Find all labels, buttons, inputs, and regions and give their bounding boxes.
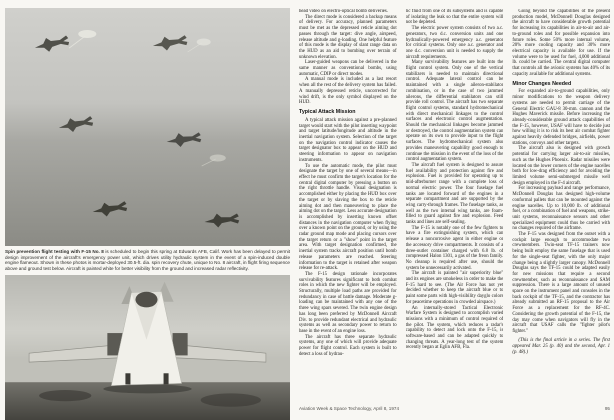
page-number: 95 xyxy=(604,406,610,411)
paragraph: A manual mode is included as a last resort when all the rest of the delivery system has failed. A manually depressed reticle, uncorrected for wind drift, is the only symbol displayed on the HUD. xyxy=(299,77,397,106)
journal-footer-text: Aviation Week & Space Technology, April 8, 1974 xyxy=(299,406,400,411)
ground-shadow xyxy=(39,390,91,401)
series-note: (This is the final article in a series. The first appeared Mar. 25 (p. 40) and the second, Apr. 1 (p. 48).) xyxy=(512,338,610,355)
paragraph: To use the automatic mode, the pilot must designate the target by one of several means—in effect he must confirm the target's location for the central digital computer by pressing a button on the right throttle handle. Visual designation is accomplished either by placing the HUD box over the target or by slaving the box to the reticle aiming dot and then maneuvering to place the aiming dot on the target. Less accurate designation is accomplished by inserting known offset distances in the navigation computer when flying over a known point on the ground, or by using the radar ground map mode and placing cursors over the target return or a "show" point in the target area. With target designation confirmed, the inertial system tracks aircraft position until bomb release parameters are reached. Steering information to the target is retained after weapon release for re-attack. xyxy=(299,163,397,272)
flight-sequence-photo-art xyxy=(5,8,290,246)
ground-shadow xyxy=(201,393,261,406)
aircraft-shadow xyxy=(103,384,191,393)
paragraph: An internally-stored Tactical Electronic Warfare System is designed to accomplish varied missions with a minimum of control required of the pilot. The system, which reduces a radar's capability to detect and lock onto the F-15, is software-based and can be adapted quickly to changing threats. A year-long test of the system recently began at Eglin AFB, Fla. xyxy=(405,305,504,351)
paragraph: The aircraft has three separate hydraulic systems, any one of which will provide adequate power for flight control. Each system is built to detect a loss of hydrau- xyxy=(299,334,397,357)
landing-gear xyxy=(125,373,130,384)
landing-gear xyxy=(164,373,169,384)
section-heading-typical-attack-mission: Typical Attack Mission xyxy=(299,109,356,116)
paragraph: Going beyond the capabilities of the present production model, McDonnell Douglas designed the aircraft to have considerable growth potential for increasing its capabilities in air-to-air and air-to-ground roles and for possible expansion into future roles. Some 50% more internal volume, 20% more cooling capacity and 30% more electrical capacity is available for use. If the volume were to be used for fuel, 4,000 additional lb. could be carried. The central digital computer that controls all the avionic systems has 40% of its capacity available for additional systems. xyxy=(512,9,610,77)
column-group xyxy=(299,9,610,394)
paragraph: The F-15 was designed from the outset with a cockpit large enough to accommodate two crewmembers. Twin-seat TF-15 trainers now being built employ the same fuselage that is used for the single-seat fighter, with the only major change being a slightly larger canopy. McDonnell Douglas says the TF-15 could be adapted easily for new missions that require a second crewmember, such as reconnaissance and SAM suppression. There is a large amount of unused space on the instrument panel and consoles in the back cockpit of the TF-15, and the contractor has already submitted an RF-15 proposal to the Air Force as a replacement for the RF-4C. Considering the growth potential of the F-15, the day may come when navigators will fly in the aircraft that USAF calls the "fighter pilot's fighter." xyxy=(512,232,610,334)
f15-spin-chute-flight-sequence-photo xyxy=(5,8,290,246)
paragraph: head video on electro-optical bomb deliveries. xyxy=(299,9,388,14)
paragraph: The F-15 is notably one of the few fighters to have a fire extinguishing system, which can release a noncorrosive agent in either engine or the accessory drive compartments. It consists of a three-outlet container charged with 6.8 lb. of compressed Halon 1301, a gas of the freon family. No cleanup is required after use, should the system be unnecessarily activated. xyxy=(405,225,504,271)
section-heading-minor-changes-needed: Minor Changes Needed xyxy=(512,80,572,87)
canopy xyxy=(135,292,157,308)
paragraph: For increasing payload and range performance, McDonnell Douglas has designed high-volume conformal pallets that can be mounted against the engine nacelles. Up to 10,000 lb. of additional fuel, or a combination of fuel and weapons, strike-unit systems, reconnaissance sensors and other specialized equipment could thus be carried with no changes required of the airframe. xyxy=(512,186,610,232)
paragraph: The electric power system consists of two a.c. generators, two d.c. conversion units and one hydraulically-powered emergency a.c. generator for critical systems. Only one a.c. generator and one d.c. conversion unit is needed to supply the aircraft requirements. xyxy=(405,26,504,60)
photo-caption xyxy=(5,249,290,272)
photo-column xyxy=(5,8,290,420)
paragraph: For expanded air-to-ground capabilities, only minor modifications to the weapon delivery systems are needed to permit carriage of the General Electric GAU-8 30-mm. cannon and the Hughes Maverick missile. Before increasing the already-considerable ground attack capabilities of the F-15, however, USAF will have to decide just how willing it is to risk its best air combat fighter against heavily defended bridges, airfields, power stations, convoys and other targets. xyxy=(512,89,610,146)
ground-test-photo-art xyxy=(5,275,290,420)
caption-body: is scheduled to begin this spring at Edwards AFB, Calif. Work has been delayed to permit design improvement of the aircraft's emergency power unit, which drives utility hydraulic system in the event of a spin-induced double engine flameout. Shown in these photos is mortar-deployed 30.5-ft. dia. spin recovery chute, unique to No. 8 aircraft, in flight firing sequence above and ground test below. Aircraft is painted white for better visibility from the ground and increased radar reflectivity. xyxy=(5,249,290,272)
article-column-2 xyxy=(406,9,504,394)
paragraph: The F-15 design rationale incorporates survivability features significant to both combat roles in which the new fighter will be employed. Structurally, multiple load paths are provided for redundancy in case of battle damage. Moderate g-loading can be maintained with any one of the three wing spars severed. The twin engine design has long been preferred by McDonnell Aircraft Div. to provide redundant electrical and hydraulic systems as well as secondary power to return to base in the event of an engine loss. xyxy=(299,271,397,334)
article-body xyxy=(299,9,610,420)
f15-ground-test-photo xyxy=(5,275,290,420)
paragraph: lic fluid from one of its subsystems and is capable of isolating the leak so that the entire system will not be depleted. xyxy=(405,9,504,26)
caption-lead: Spin prevention flight testing with F-15 No. 8 xyxy=(5,249,104,254)
article-column-3 xyxy=(512,9,610,394)
paragraph: Many survivability features are built into the flight control system. Only one of the vertical stabilizers is needed to maintain directional control. Adequate lateral control can be maintained with a single aileron-stabilator combination, or in the case of two jammed ailerons, the differential stabilators can still provide roll control. The aircraft has two separate flight control systems, standard hydromechanical with direct mechanical linkages to the control surfaces and electronic control augmentation. Should the mechanical linkages become jammed or destroyed, the control augmentation system can operate on its own to provide input to the flight surfaces. The hydromechanical system also provides maneuvering capability good enough to continue the mission in the event of the loss of the control augmentation system. xyxy=(405,60,504,163)
paragraph: The aircraft is painted "air superiority blue" and its engines are smokeless in order to make the F-15 hard to see. (The Air Force has not yet decided whether to keep the aircraft blue or to paint some parts with high-visibility dayglo colors for peacetime operations in crowded airspace.) xyxy=(405,271,504,305)
article-column-1 xyxy=(299,9,397,394)
paragraph: A typical attack mission against a pre-planned target would start with the pilot inserting waypoint and target latitude/longitude and altitude in the inertial navigation system. Selection of the target on the navigation control indicator causes the target designator box to appear on the HUD and steering information to appear on navigation instruments. xyxy=(299,117,397,163)
paragraph: The aircraft fuel system is designed to assure fuel availability and protection against fire and explosion. Fuel is provided for operating up to mid-afterburner range with a complete loss of normal electric power. The four fuselage fuel tanks are located forward of the engines in a separate compartment and are supported by the wing carry-through frames. The fuselage tanks, as well as the two internal wing tanks, are foam-filled to guard against fire and explosion. Feed tanks and lines are self-sealing. xyxy=(405,162,504,226)
chute-puff xyxy=(78,30,96,38)
page-footer xyxy=(299,406,610,411)
paragraph: The aircraft also is designed with growth potential for carrying larger air-to-air missiles, such as the Hughes Phoenix. Radar missiles were located on the lower corners of the engine nacelles both for low-drag efficiency and for avoiding the limited volume semi-submerged missile well design employed in the F-4 aircraft. xyxy=(512,146,610,186)
paragraph: The direct mode is considered a backup means of delivery. For accuracy, planned parameters must be met as the depressed reticle aiming dot passes through the target: dive angle, airspeed, release altitude and g-loading. One helpful feature of this mode is the display of slant range data on the HUD as an aid to bombing over terrain of unknown elevation. xyxy=(299,14,397,60)
paragraph: Laser-guided weapons can be delivered in the same manner as conventional bombs, using automatic, CDIP or direct modes. xyxy=(299,60,397,77)
